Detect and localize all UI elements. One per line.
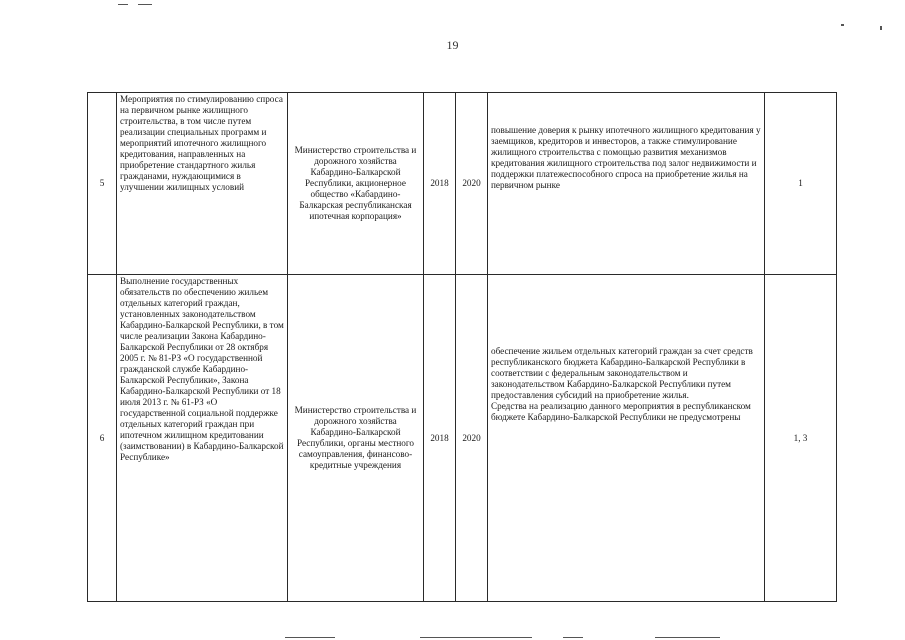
table-row: [88, 275, 837, 602]
row-number-cell: 5: [88, 93, 117, 275]
page-number: 19: [446, 38, 459, 52]
scan-mark: [138, 4, 152, 5]
expected-result-text: обеспечение жильем отдельных категорий граждан за счет средств республиканского бюджета Кабардино-Балкарской Республики в соответствии с федеральным законодательством и законодательством Кабардино-Балкарской Республики путем предоставления субсидий на приобретение жилья.: [491, 346, 753, 400]
expected-result-cell: [488, 275, 765, 602]
start-year-cell: 2018: [424, 275, 456, 602]
scan-line: [563, 637, 583, 638]
event-name-cell: Мероприятия по стимулированию спроса на первичном рынке жилищного строительства, в том числе путем реализации специальных программ и мероприятий ипотечного жилищного кредитования, направленных на приобретение стандартного жилья гражданами, нуждающимися в улучшении жилищных условий: [117, 93, 288, 275]
executor-cell: Министерство строительства и дорожного хозяйства Кабардино-Балкарской Республики, акционерное общество «Кабардино-Балкарская республиканская ипотечная корпорация»: [288, 93, 424, 275]
end-year-cell: 2020: [456, 275, 488, 602]
table-row: [88, 93, 837, 275]
expected-result-cell: повышение доверия к рынку ипотечного жилищного кредитования у заемщиков, кредиторов и инвесторов, а также стимулирование жилищного строительства с помощью развития механизмов кредитования жилищного строительства под залог недвижимости и поддержки платежеспособного спроса на приобретение жилья на первичном рынке: [488, 93, 765, 275]
scan-mark: [841, 24, 844, 26]
scan-line: [285, 637, 335, 638]
indicator-link-cell: 1: [765, 93, 837, 275]
end-year-cell: 2020: [456, 93, 488, 275]
scan-line: [420, 637, 532, 638]
event-name-cell: Выполнение государственных обязательств по обеспечению жильем отдельных категорий граждан, установленных законодательством Кабардино-Балкарской Республики, в том числе реализации Закона Кабардино-Балкарской Республики от 28 октября 2005 г. № 81-РЗ «О государственной гражданской службе Кабардино-Балкарской Республики», Закона Кабардино-Балкарской Республики от 18 июля 2013 г. № 61-РЗ «О государственной социальной поддержке отдельных категорий граждан при ипотечном жилищном кредитовании (заимствовании) в Кабардино-Балкарской Республике»: [117, 275, 288, 602]
start-year-cell: 2018: [424, 93, 456, 275]
scan-line: [655, 637, 720, 638]
executor-cell: Министерство строительства и дорожного хозяйства Кабардино-Балкарской Республики, органы местного самоуправления, финансово-кредитные учреждения: [288, 275, 424, 602]
program-measures-table: [87, 92, 837, 602]
scan-mark: [118, 4, 128, 5]
row-number-cell: 6: [88, 275, 117, 602]
scan-mark: [880, 26, 882, 30]
funding-note-text: Средства на реализацию данного мероприятия в республиканском бюджете Кабардино-Балкарской Республики не предусмотрены: [491, 401, 751, 422]
indicator-link-cell: 1, 3: [765, 275, 837, 602]
